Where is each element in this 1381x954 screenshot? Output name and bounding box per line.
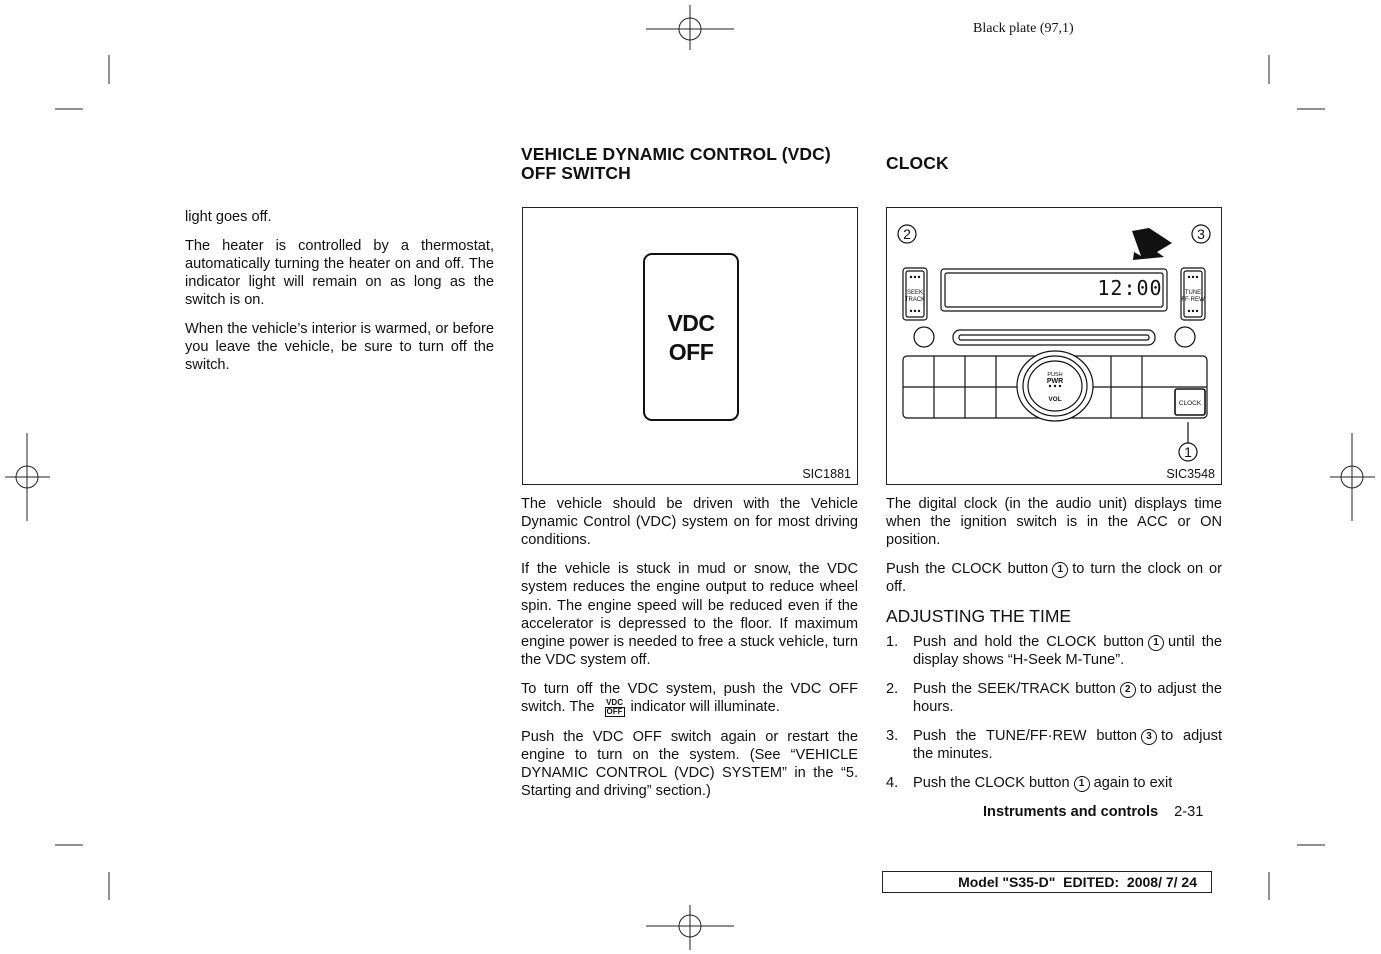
list-item [886,774,1222,792]
clock-figure [886,207,1222,485]
paragraph [521,680,858,717]
step-number: 2. [886,681,899,698]
paragraph: The vehicle should be driven with the Vehicle Dynamic Control (VDC) system on for most driving conditions. [521,496,858,549]
steps-list [886,633,1222,792]
callout-icon: 2 [1120,682,1136,698]
text: to turn the clock on or off. [886,561,1222,596]
text: Push the CLOCK button [913,774,1070,791]
tune-label-1: TUNE [1184,290,1202,296]
page-number: 2-31 [1174,804,1204,820]
column-3 [886,495,1222,803]
callout-3-label: 3 [1197,226,1205,242]
vdc-off-indicator-icon [605,699,625,717]
model-edited: EDITED: 2008/ 7/ 24 [1055,874,1197,890]
paragraph: The digital clock (in the audio unit) displays time when the ignition switch is in the ACC or ON position. [886,496,1222,549]
paragraph: If the vehicle is stuck in mud or snow, the VDC system reduces the engine output to reduce wheel spin. The engine speed will be reduced even if the accelerator is depressed to the floor. If maximum engine power is needed to free a stuck vehicle, turn the VDC system off. [521,561,858,669]
model-prefix: Model [958,874,1003,890]
text: To turn off the VDC system, push the VDC OFF switch. The [521,680,858,716]
tune-label-2: FF·REW [1181,297,1205,303]
list-item [886,727,1222,763]
vdc-switch-label [645,309,737,367]
text: Push the SEEK/TRACK button [913,681,1116,698]
step-number: 1. [886,634,899,651]
text: Push the CLOCK button [886,561,1049,578]
column-2 [521,495,858,811]
seek-label-1: SEEK [906,290,924,296]
page-footer [983,804,1203,820]
callout-icon: 3 [1141,729,1157,745]
paragraph: The heater is controlled by a thermostat, automatically turning the heater on and off. The indicator light will remain on as long as the switch is on. [185,237,494,309]
list-item [886,633,1222,669]
column-1 [185,208,494,385]
callout-icon: 1 [1148,635,1164,651]
model-code: "S35-D" [1002,874,1056,890]
seek-label-2: TRACK [904,297,926,303]
paragraph: Push the VDC OFF switch again or restart the engine to turn on the system. (See “VEHICLE DYNAMIC CONTROL (VDC) SYSTEM” in the “5. Starting and driving” section.) [521,728,858,800]
plate-label: Black plate (97,1) [973,21,1074,36]
section-name: Instruments and controls [983,804,1159,820]
callout-1-icon: 1 [1052,562,1068,578]
figure-label: SIC3548 [1166,467,1215,481]
indicator-top: VDC [606,698,623,708]
text: Push the TUNE/FF·REW button [913,728,1138,745]
paragraph: light goes off. [185,209,272,225]
figure-label: SIC1881 [802,467,851,481]
step-number: 4. [886,774,899,791]
text: until the display shows “H-Seek M-Tune”. [913,634,1222,669]
vdc-figure [522,207,858,485]
text: Push and hold the CLOCK button [913,634,1144,651]
indicator-bottom: OFF [606,707,623,717]
knob-pwr-label: PWR [1046,378,1064,385]
clock-heading: CLOCK [886,153,949,173]
vdc-switch-line2: OFF [668,339,714,365]
callout-2-label: 2 [903,226,911,242]
step-number: 3. [886,728,899,745]
arrow-icon [1132,228,1172,260]
paragraph: When the vehicle’s interior is warmed, or before you leave the vehicle, be sure to turn off the switch. [185,321,494,374]
knob-push-label: PUSH [1047,372,1063,378]
vdc-off-switch-icon [643,253,739,421]
audio-unit-illustration [887,208,1221,484]
paragraph [886,560,1222,596]
display-time: 12:00 [1097,276,1163,300]
vdc-switch-line1: VDC [667,310,715,336]
adjusting-time-subheading: ADJUSTING THE TIME [886,606,1072,627]
text: indicator will illuminate. [630,699,780,716]
clock-button-label: CLOCK [1178,400,1202,407]
text: to adjust the minutes. [913,728,1223,763]
text: again to exit [1093,774,1173,791]
callout-1-label: 1 [1184,444,1192,460]
knob-vol-label: VOL [1048,396,1062,403]
model-box [882,871,1212,893]
vdc-heading-line1: VEHICLE DYNAMIC CONTROL (VDC) [521,144,831,164]
text: to adjust the hours. [913,681,1222,716]
vdc-heading-line2: OFF SWITCH [521,163,631,183]
list-item [886,680,1222,716]
vdc-heading [521,145,831,183]
callout-icon: 1 [1074,776,1090,792]
